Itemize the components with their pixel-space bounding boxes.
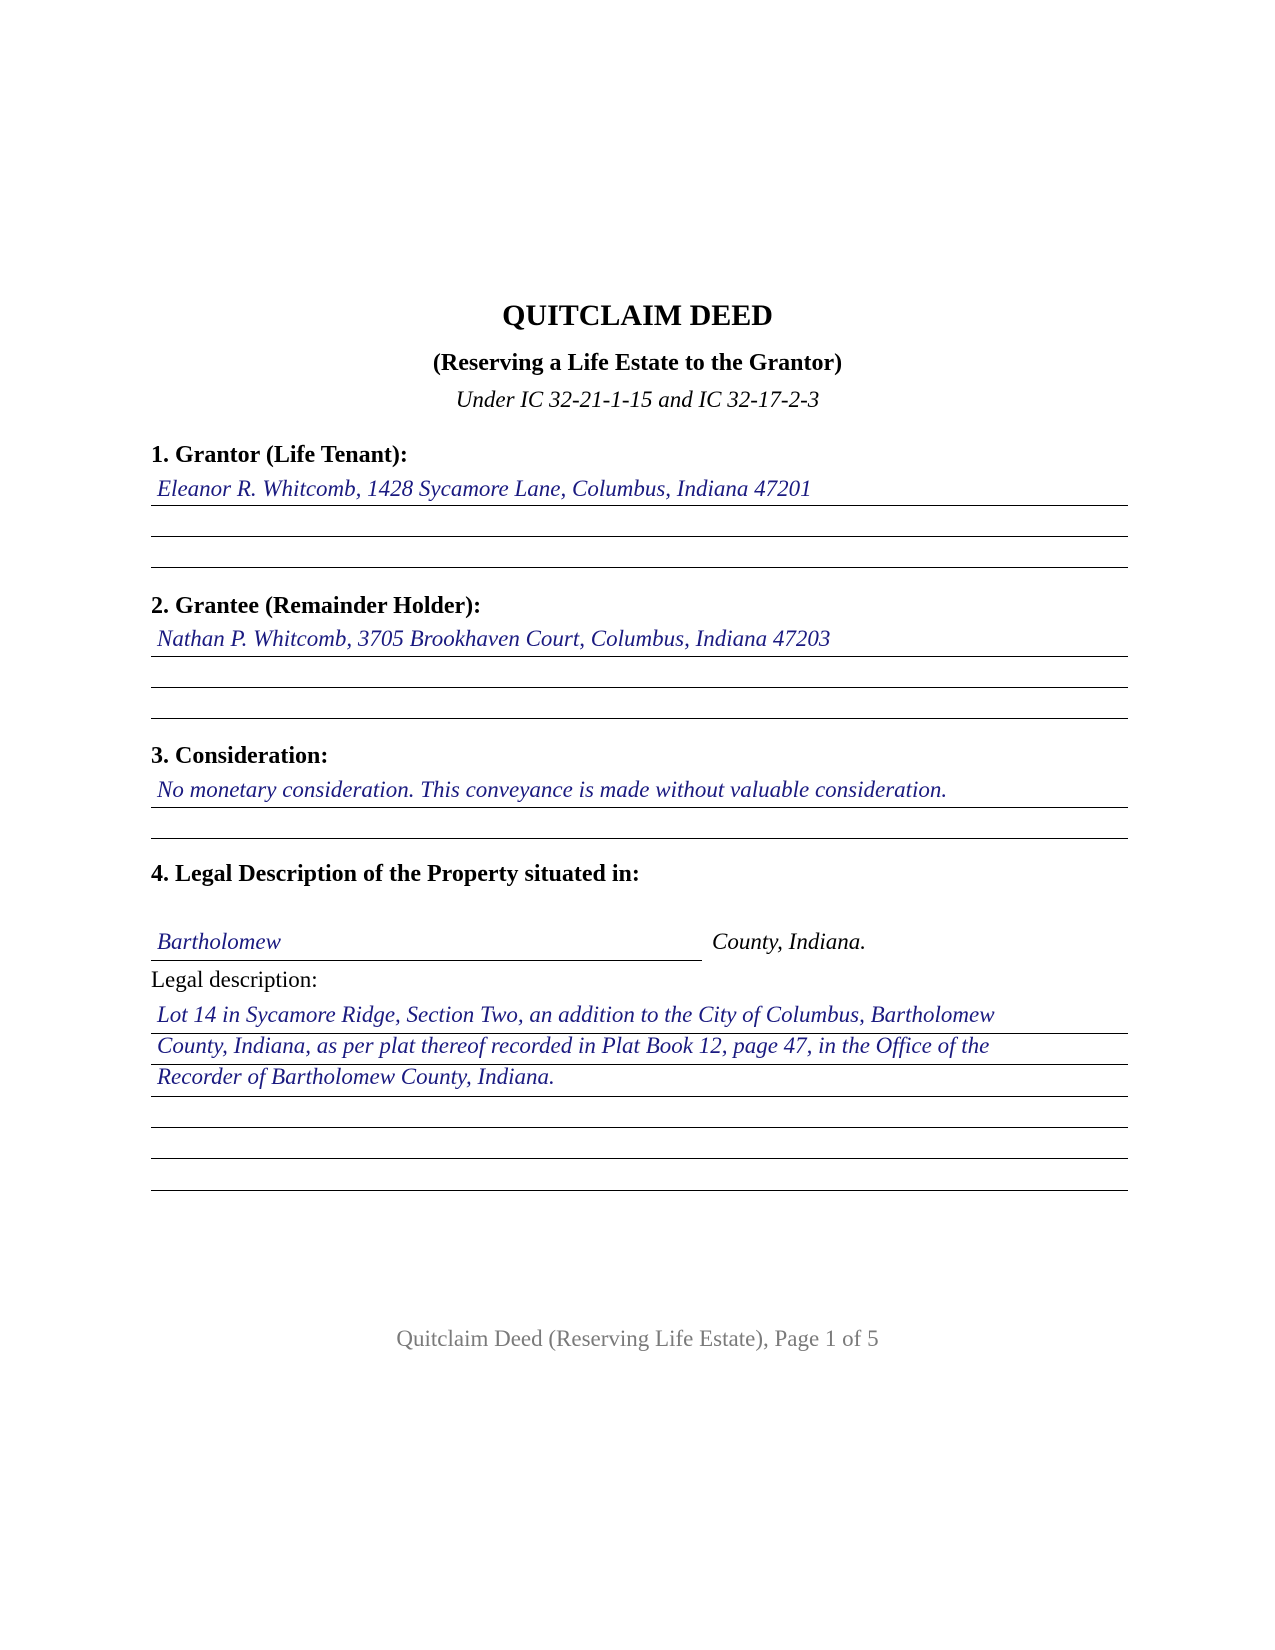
legal-description-label: Legal description: — [151, 967, 318, 992]
page-footer: Quitclaim Deed (Reserving Life Estate), Page 1 of 5 — [396, 1326, 879, 1351]
legal-line-6 — [151, 1190, 1128, 1191]
legal-line-4 — [151, 1127, 1128, 1128]
grantee-line-3 — [151, 718, 1128, 719]
document-title: QUITCLAIM DEED — [502, 299, 773, 332]
grantee-line-1 — [151, 656, 1128, 657]
grantor-value[interactable]: Eleanor R. Whitcomb, 1428 Sycamore Lane, Columbus, Indiana 47201 — [157, 476, 812, 501]
grantor-heading: 1. Grantor (Life Tenant): — [151, 442, 408, 468]
county-value[interactable]: Bartholomew — [157, 929, 281, 954]
consideration-line-1 — [151, 807, 1128, 808]
legal-line-3 — [151, 1096, 1128, 1097]
consideration-heading: 3. Consideration: — [151, 743, 329, 769]
statute-reference: Under IC 32-21-1-15 and IC 32-17-2-3 — [455, 387, 820, 412]
grantor-line-1 — [151, 505, 1128, 506]
county-suffix: County, Indiana. — [712, 929, 866, 954]
grantee-heading: 2. Grantee (Remainder Holder): — [151, 593, 482, 619]
document-subtitle: (Reserving a Life Estate to the Grantor) — [432, 350, 843, 376]
grantor-line-3 — [151, 567, 1128, 568]
legal-description-line[interactable]: Recorder of Bartholomew County, Indiana. — [157, 1064, 555, 1089]
grantor-line-2 — [151, 536, 1128, 537]
legal-description-line[interactable]: Lot 14 in Sycamore Ridge, Section Two, an addition to the City of Columbus, Bartholomew — [157, 1002, 995, 1027]
grantee-line-2 — [151, 687, 1128, 688]
legal-heading: 4. Legal Description of the Property situated in: — [151, 861, 640, 887]
legal-description-line[interactable]: County, Indiana, as per plat thereof recorded in Plat Book 12, page 47, in the Office of the — [157, 1033, 990, 1058]
county-line — [151, 960, 702, 961]
legal-line-5 — [151, 1158, 1128, 1159]
consideration-value[interactable]: No monetary consideration. This conveyance is made without valuable consideration. — [157, 777, 948, 802]
grantee-value[interactable]: Nathan P. Whitcomb, 3705 Brookhaven Court, Columbus, Indiana 47203 — [157, 626, 831, 651]
consideration-line-2 — [151, 838, 1128, 839]
